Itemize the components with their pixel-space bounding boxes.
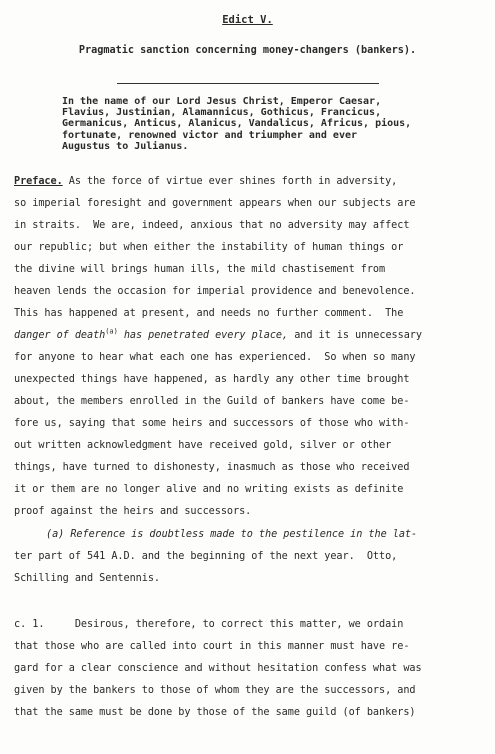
preface-label: Preface. (14, 176, 63, 187)
preface-line-1: Preface. As the force of virtue ever shines forth in adversity, (14, 176, 398, 187)
preface-line: unexpected things have happened, as hardly any other time brought (14, 374, 410, 385)
section-1-line: that the same must be done by those of the same guild (of bankers) (14, 707, 416, 718)
invocation-line: Germanicus, Anticus, Alanicus, Vandalicus, Africus, pious, (62, 118, 412, 130)
section-1-line-1: c. 1. Desirous, therefore, to correct this matter, we ordain (14, 619, 404, 630)
preface-line: about, the members enrolled in the Guild of bankers have come be- (14, 396, 410, 407)
preface-line-danger: danger of death$^{(a)}$ has penetrated every place, and it is unnecessary (14, 327, 422, 341)
footnote-line: ter part of 541 A.D. and the beginning of the next year. Otto, (14, 551, 398, 562)
preface-line: our republic; but when either the instability of human things or (14, 242, 404, 253)
preface-line: This has happened at present, and needs no further comment. The (14, 308, 404, 319)
preface-line: the divine will brings human ills, the mild chastisement from (14, 264, 386, 275)
footnote-line: Schilling and Sentennis. (14, 573, 161, 584)
edict-title: Edict V. (222, 14, 273, 26)
preface-line: things, have turned to dishonesty, inasmuch as those who received (14, 462, 410, 473)
edict-subtitle: Pragmatic sanction concerning money-changers (bankers). (78, 45, 417, 56)
section-1-line: given by the bankers to those of whom they are the successors, and (14, 685, 416, 696)
preface-line: proof against the heirs and successors. (14, 506, 252, 517)
divider-rule (117, 83, 379, 84)
preface-line: so imperial foresight and government appears when our subjects are (14, 198, 416, 209)
invocation-line: Flavius, Justinian, Alamannicus, Gothicus, Francicus, (62, 107, 382, 119)
preface-line: heaven lends the occasion for imperial providence and benevolence. (14, 286, 416, 297)
preface-line: it or them are no longer alive and no writing exists as definite (14, 484, 404, 495)
footnote-marker: (a) (105, 327, 118, 336)
preface-line: out written acknowledgment have received gold, silver or other (14, 440, 392, 451)
section-1-line: that those who are called into court in this manner must have re- (14, 641, 410, 652)
preface-line: in straits. We are, indeed, anxious that no adversity may affect (14, 220, 410, 231)
invocation-line: Augustus to Julianus. (62, 140, 189, 152)
section-label: c. 1. (14, 619, 45, 630)
section-1-line: gard for a clear conscience and without hesitation confess what was (14, 663, 422, 674)
preface-line: for anyone to hear what each one has experienced. So when so many (14, 352, 416, 363)
footnote-line: (a) Reference is doubtless made to the pestilence in the lat- (46, 529, 418, 540)
invocation-line: fortunate, renowned victor and triumpher and ever (62, 129, 358, 141)
invocation-line: In the name of our Lord Jesus Christ, Emperor Caesar, (62, 96, 382, 107)
preface-line: fore us, saying that some heirs and successors of those who with- (14, 418, 410, 429)
invocation-block (62, 96, 482, 152)
